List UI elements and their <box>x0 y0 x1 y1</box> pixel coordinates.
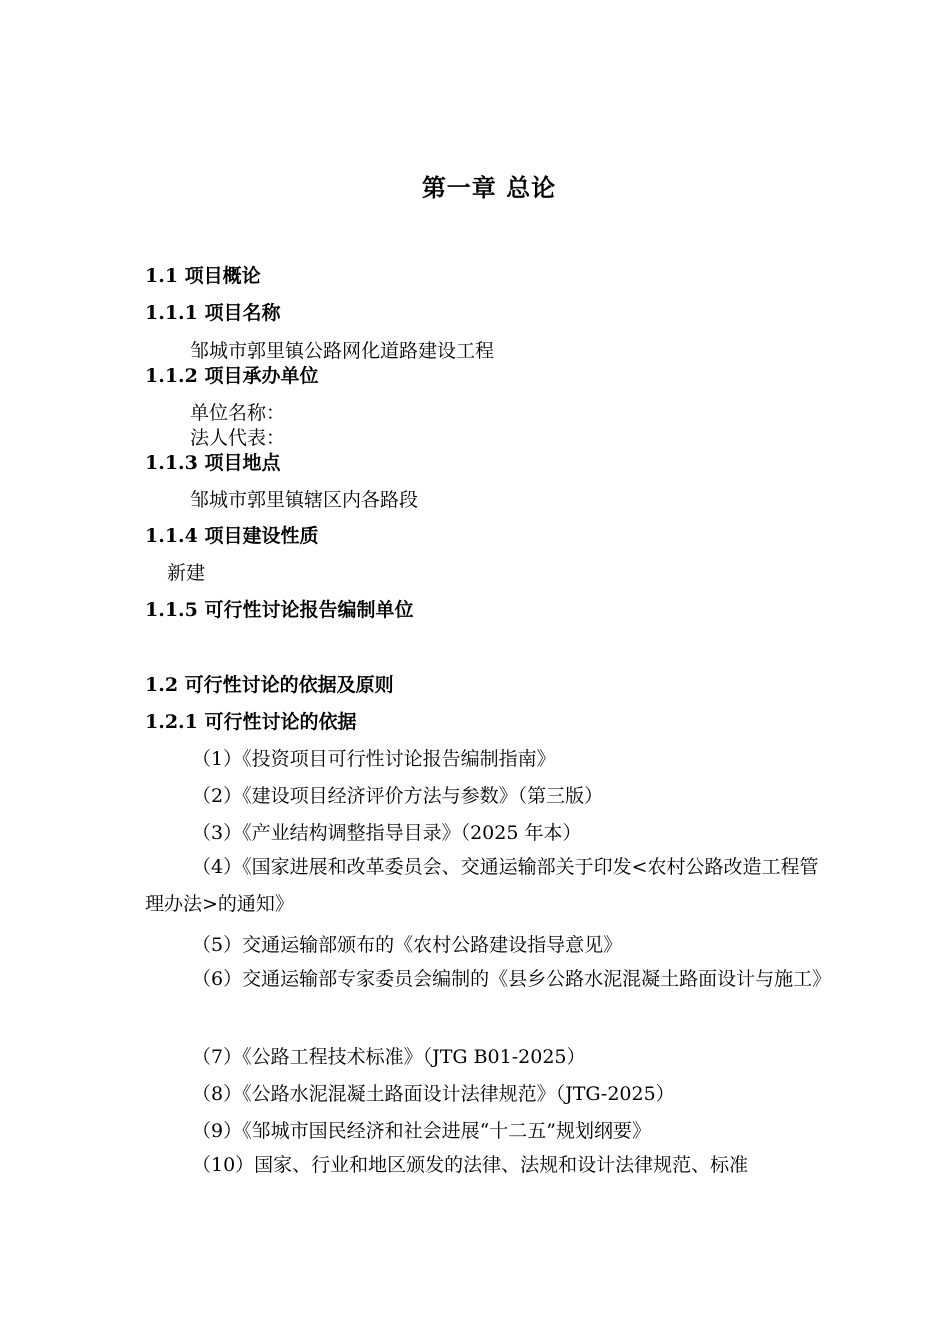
basis-item-10: （10）国家、行业和地区颁发的法律、法规和设计法律规范、标准 <box>192 1154 749 1176</box>
basis-item-6: （6）交通运输部专家委员会编制的《县乡公路水泥混凝土路面设计与施工》 <box>192 968 832 990</box>
basis-item-9: （9）《邹城市国民经济和社会进展“十二五”规划纲要》 <box>192 1120 652 1142</box>
section-heading-1-1: 1.1 项目概论 <box>145 265 261 287</box>
chapter-title: 第一章 总论 <box>421 173 557 202</box>
section-heading-1-2-1: 1.2.1 可行性讨论的依据 <box>145 711 357 733</box>
basis-item-2: （2）《建设项目经济评价方法与参数》（第三版） <box>192 785 604 807</box>
basis-item-1: （1）《投资项目可行性讨论报告编制指南》 <box>192 748 556 770</box>
basis-item-4: （4）《国家进展和改革委员会、交通运输部关于印发<农村公路改造工程管理办法>的通知》 <box>145 856 819 915</box>
project-name-text: 邹城市郭里镇公路网化道路建设工程 <box>190 340 495 362</box>
basis-item-3: （3）《产业结构调整指导目录》（2025 年本） <box>192 822 582 844</box>
construction-nature-text: 新建 <box>167 562 206 584</box>
section-heading-1-1-2: 1.1.2 项目承办单位 <box>145 365 319 387</box>
section-heading-1-1-1: 1.1.1 项目名称 <box>145 302 281 324</box>
section-heading-1-1-5: 1.1.5 可行性讨论报告编制单位 <box>145 599 414 621</box>
unit-name-label: 单位名称： <box>190 402 286 424</box>
section-heading-1-2: 1.2 可行性讨论的依据及原则 <box>145 674 394 696</box>
section-heading-1-1-4: 1.1.4 项目建设性质 <box>145 525 319 547</box>
legal-rep-label: 法人代表： <box>190 427 286 449</box>
section-heading-1-1-3: 1.1.3 项目地点 <box>145 452 281 474</box>
project-location-text: 邹城市郭里镇辖区内各路段 <box>190 489 419 511</box>
basis-item-8: （8）《公路水泥混凝土路面设计法律规范》（JTG-2025） <box>192 1083 675 1105</box>
basis-item-7: （7）《公路工程技术标准》（JTG B01-2025） <box>192 1046 586 1068</box>
basis-item-5: （5）交通运输部颁布的《农村公路建设指导意见》 <box>192 934 623 956</box>
